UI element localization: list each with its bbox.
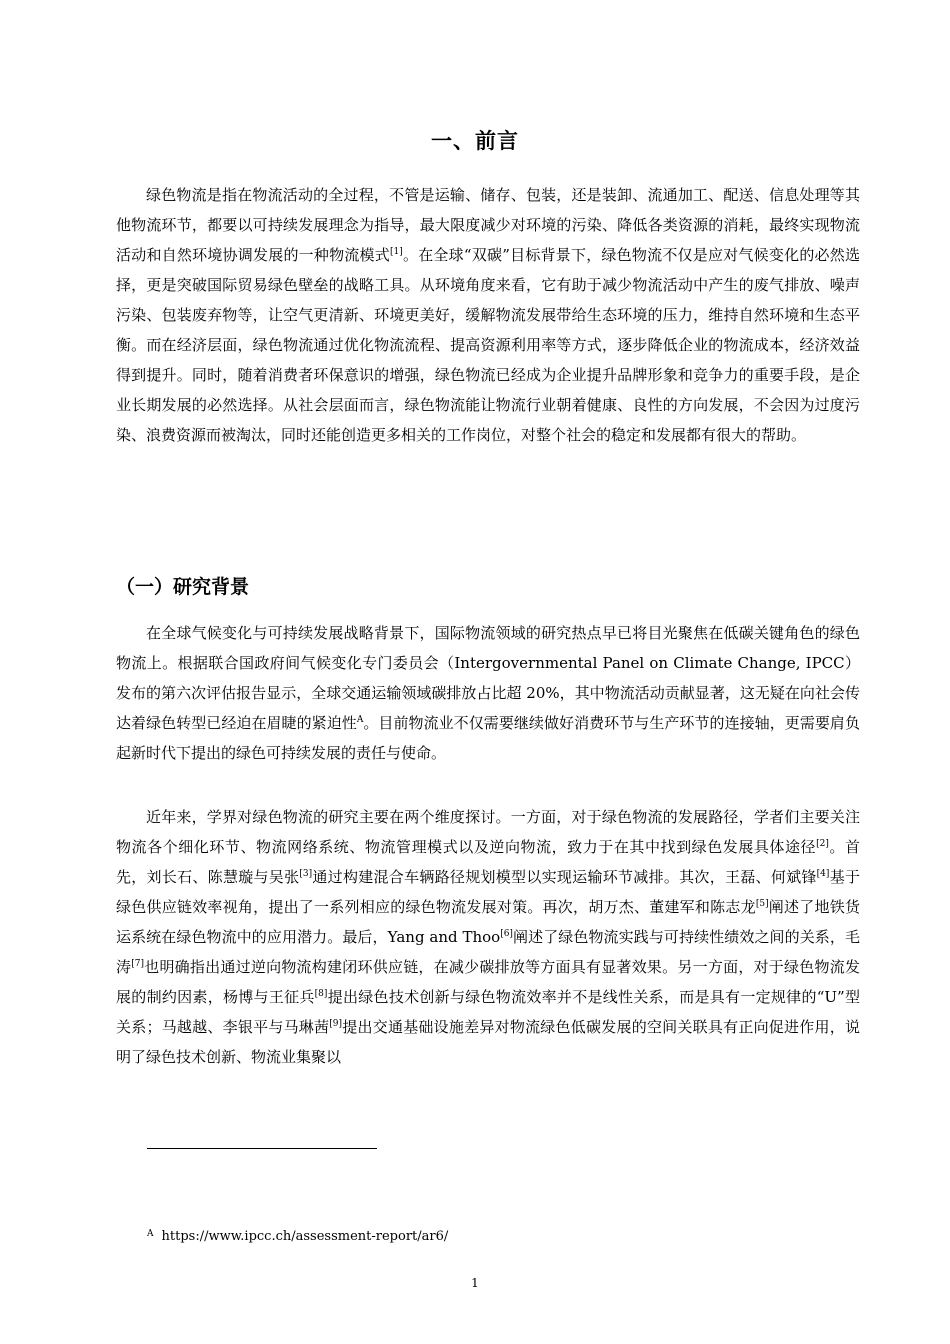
section-title: 一、前言 [431,129,519,153]
citation-ref-6[interactable]: [6] [500,929,513,939]
citation-ref-3[interactable]: [3] [299,869,313,879]
background-text-1: 在全球气候变化与可持续发展战略背景下，国际物流领域的研究热点早已将目光聚焦在低碳关键角色的绿色物流上。根据联合国政府间气候变化专门委员会（Intergovernmental Panel on Climate Change, IPCC）发布的第六次评估报告显示，全球交通运输领域碳排放占比超 20%，其中物流活动贡献显著，这无疑在向社会传达着绿色转型已经迫在眉睫的紧迫性 [116,624,860,732]
literature-text-8: 提出绿色技术创新与绿色物流效率并不是线性关系，而是具有一定规律的“U”型关系；马越越、李银平与马琳茜 [116,988,860,1036]
intro-text-1: 绿色物流是指在物流活动的全过程，不管是运输、储存、包装，还是装卸、流通加工、配送、信息处理等其他物流环节，都要以可持续发展理念为指导，最大限度减少对环境的污染、降低各类资源的消耗，最终实现物流活动和自然环境协调发展的一种物流模式 [116,186,860,264]
literature-text-6: 阐述了绿色物流实践与可持续性绩效之间的关系，毛涛 [116,928,860,976]
literature-text-7: 也明确指出通过逆向物流构建闭环供应链，在减少碳排放等方面具有显著效果。另一方面，对于绿色物流发展的制约因素，杨博与王征兵 [116,958,860,1006]
page-number: 1 [471,1276,479,1290]
footnote-mark: A [147,1229,154,1239]
citation-ref-5[interactable]: [5] [755,899,769,909]
footnote-ref-a[interactable]: A [356,715,364,725]
footnote-divider [147,1148,377,1149]
background-text-2: 。目前物流业不仅需要继续做好消费环节与生产环节的连接轴，更需要肩负起新时代下提出的绿色可持续发展的责任与使命。 [116,714,860,762]
citation-ref-9[interactable]: [9] [329,1019,343,1029]
literature-text-9: 提出交通基础设施差异对物流绿色低碳发展的空间关联具有正向促进作用，说明了绿色技术创新、物流业集聚以 [116,1018,860,1066]
citation-ref-7[interactable]: [7] [131,959,144,969]
literature-text-1: 近年来，学界对绿色物流的研究主要在两个维度探讨。一方面，对于绿色物流的发展路径，学者们主要关注物流各个细化环节、物流网络系统、物流管理模式以及逆向物流，致力于在其中找到绿色发展具体途径 [116,808,860,856]
subsection-title: （一）研究背景 [116,576,250,598]
literature-paragraph [116,802,860,1072]
literature-text-5: 阐述了地铁货运系统在绿色物流中的应用潜力。最后，Yang and Thoo [116,898,860,946]
intro-text-2: 。在全球“双碳”目标背景下，绿色物流不仅是应对气候变化的必然选择，更是突破国际贸易绿色壁垒的战略工具。从环境角度来看，它有助于减少物流活动中产生的废气排放、噪声污染、包装废弃物等，让空气更清新、环境更美好，缓解物流发展带给生态环境的压力，维持自然环境和生态平衡。而在经济层面，绿色物流通过优化物流流程、提高资源利用率等方式，逐步降低企业的物流成本，经济效益得到提升。同时，随着消费者环保意识的增强，绿色物流已经成为企业提升品牌形象和竞争力的重要手段，是企业长期发展的必然选择。从社会层面而言，绿色物流能让物流行业朝着健康、良性的方向发展，不会因为过度污染、浪费资源而被淘汰，同时还能创造更多相关的工作岗位，对整个社会的稳定和发展都有很大的帮助。 [116,246,860,444]
citation-ref-4[interactable]: [4] [816,869,830,879]
citation-ref-2[interactable]: [2] [816,839,829,849]
literature-text-3: 通过构建混合车辆路径规划模型以实现运输环节减排。其次，王磊、何斌锋 [312,868,817,886]
citation-ref-8[interactable]: [8] [314,989,328,999]
literature-text-4: 基于绿色供应链效率视角，提出了一系列相应的绿色物流发展对策。再次，胡万杰、董建军和陈志龙 [116,868,860,916]
citation-ref-1[interactable]: [1] [390,247,403,257]
footnote-link[interactable]: https://www.ipcc.ch/assessment-report/ar6/ [161,1229,449,1244]
literature-text-2: 。首先，刘长石、陈慧璇与吴张 [116,838,860,886]
footnote [147,1224,747,1247]
background-paragraph [116,618,860,768]
intro-paragraph [116,180,860,450]
